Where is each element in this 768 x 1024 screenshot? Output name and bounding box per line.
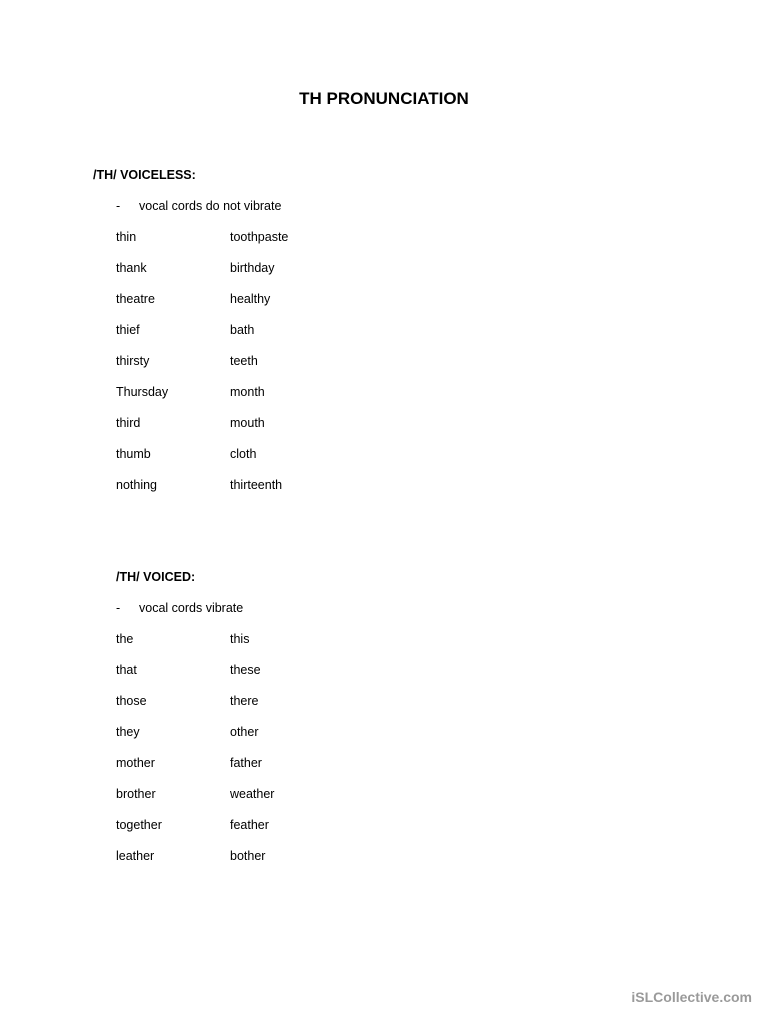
word-row: [116, 229, 376, 260]
word-row: [116, 755, 376, 786]
word-cell: teeth: [230, 354, 258, 368]
voiced-bullet: [116, 600, 243, 616]
word-cell: weather: [230, 787, 275, 801]
page-title: TH PRONUNCIATION: [299, 89, 469, 108]
word-row: [116, 415, 376, 446]
word-row: [116, 353, 376, 384]
voiceless-word-list: [116, 229, 376, 508]
word-cell: cloth: [230, 447, 257, 461]
voiced-word-list: [116, 631, 376, 879]
word-cell: mother: [116, 756, 155, 770]
word-cell: thirsty: [116, 354, 150, 368]
word-cell: the: [116, 632, 134, 646]
word-row: [116, 817, 376, 848]
voiceless-bullet: [116, 198, 281, 214]
word-row: [116, 291, 376, 322]
voiced-heading: /TH/ VOICED:: [116, 570, 196, 584]
word-cell: thank: [116, 261, 147, 275]
word-cell: father: [230, 756, 262, 770]
word-row: [116, 384, 376, 415]
voiceless-heading: /TH/ VOICELESS:: [93, 168, 196, 182]
word-row: [116, 631, 376, 662]
word-row: [116, 477, 376, 508]
word-row: [116, 662, 376, 693]
word-cell: birthday: [230, 261, 275, 275]
word-cell: thumb: [116, 447, 151, 461]
word-cell: together: [116, 818, 162, 832]
word-row: [116, 786, 376, 817]
voiced-bullet-text: vocal cords vibrate: [139, 601, 244, 615]
bullet-dash: -: [116, 199, 121, 213]
word-cell: bath: [230, 323, 255, 337]
word-cell: theatre: [116, 292, 155, 306]
watermark: iSLCollective.com: [631, 989, 752, 1005]
word-row: [116, 446, 376, 477]
word-cell: this: [230, 632, 250, 646]
word-cell: mouth: [230, 416, 265, 430]
word-cell: thief: [116, 323, 140, 337]
word-cell: other: [230, 725, 259, 739]
word-row: [116, 848, 376, 879]
word-row: [116, 322, 376, 353]
word-cell: bother: [230, 849, 266, 863]
voiceless-bullet-text: vocal cords do not vibrate: [139, 199, 282, 213]
word-cell: leather: [116, 849, 155, 863]
word-cell: those: [116, 694, 147, 708]
word-cell: thin: [116, 230, 137, 244]
word-cell: that: [116, 663, 137, 677]
word-cell: thirteenth: [230, 478, 283, 492]
word-cell: Thursday: [116, 385, 169, 399]
word-cell: healthy: [230, 292, 271, 306]
word-row: [116, 693, 376, 724]
word-cell: brother: [116, 787, 156, 801]
word-cell: nothing: [116, 478, 158, 492]
word-cell: month: [230, 385, 265, 399]
word-cell: there: [230, 694, 259, 708]
word-cell: toothpaste: [230, 230, 289, 244]
word-cell: third: [116, 416, 141, 430]
bullet-dash: -: [116, 601, 121, 615]
word-cell: feather: [230, 818, 269, 832]
word-row: [116, 724, 376, 755]
word-cell: these: [230, 663, 261, 677]
word-cell: they: [116, 725, 140, 739]
word-row: [116, 260, 376, 291]
